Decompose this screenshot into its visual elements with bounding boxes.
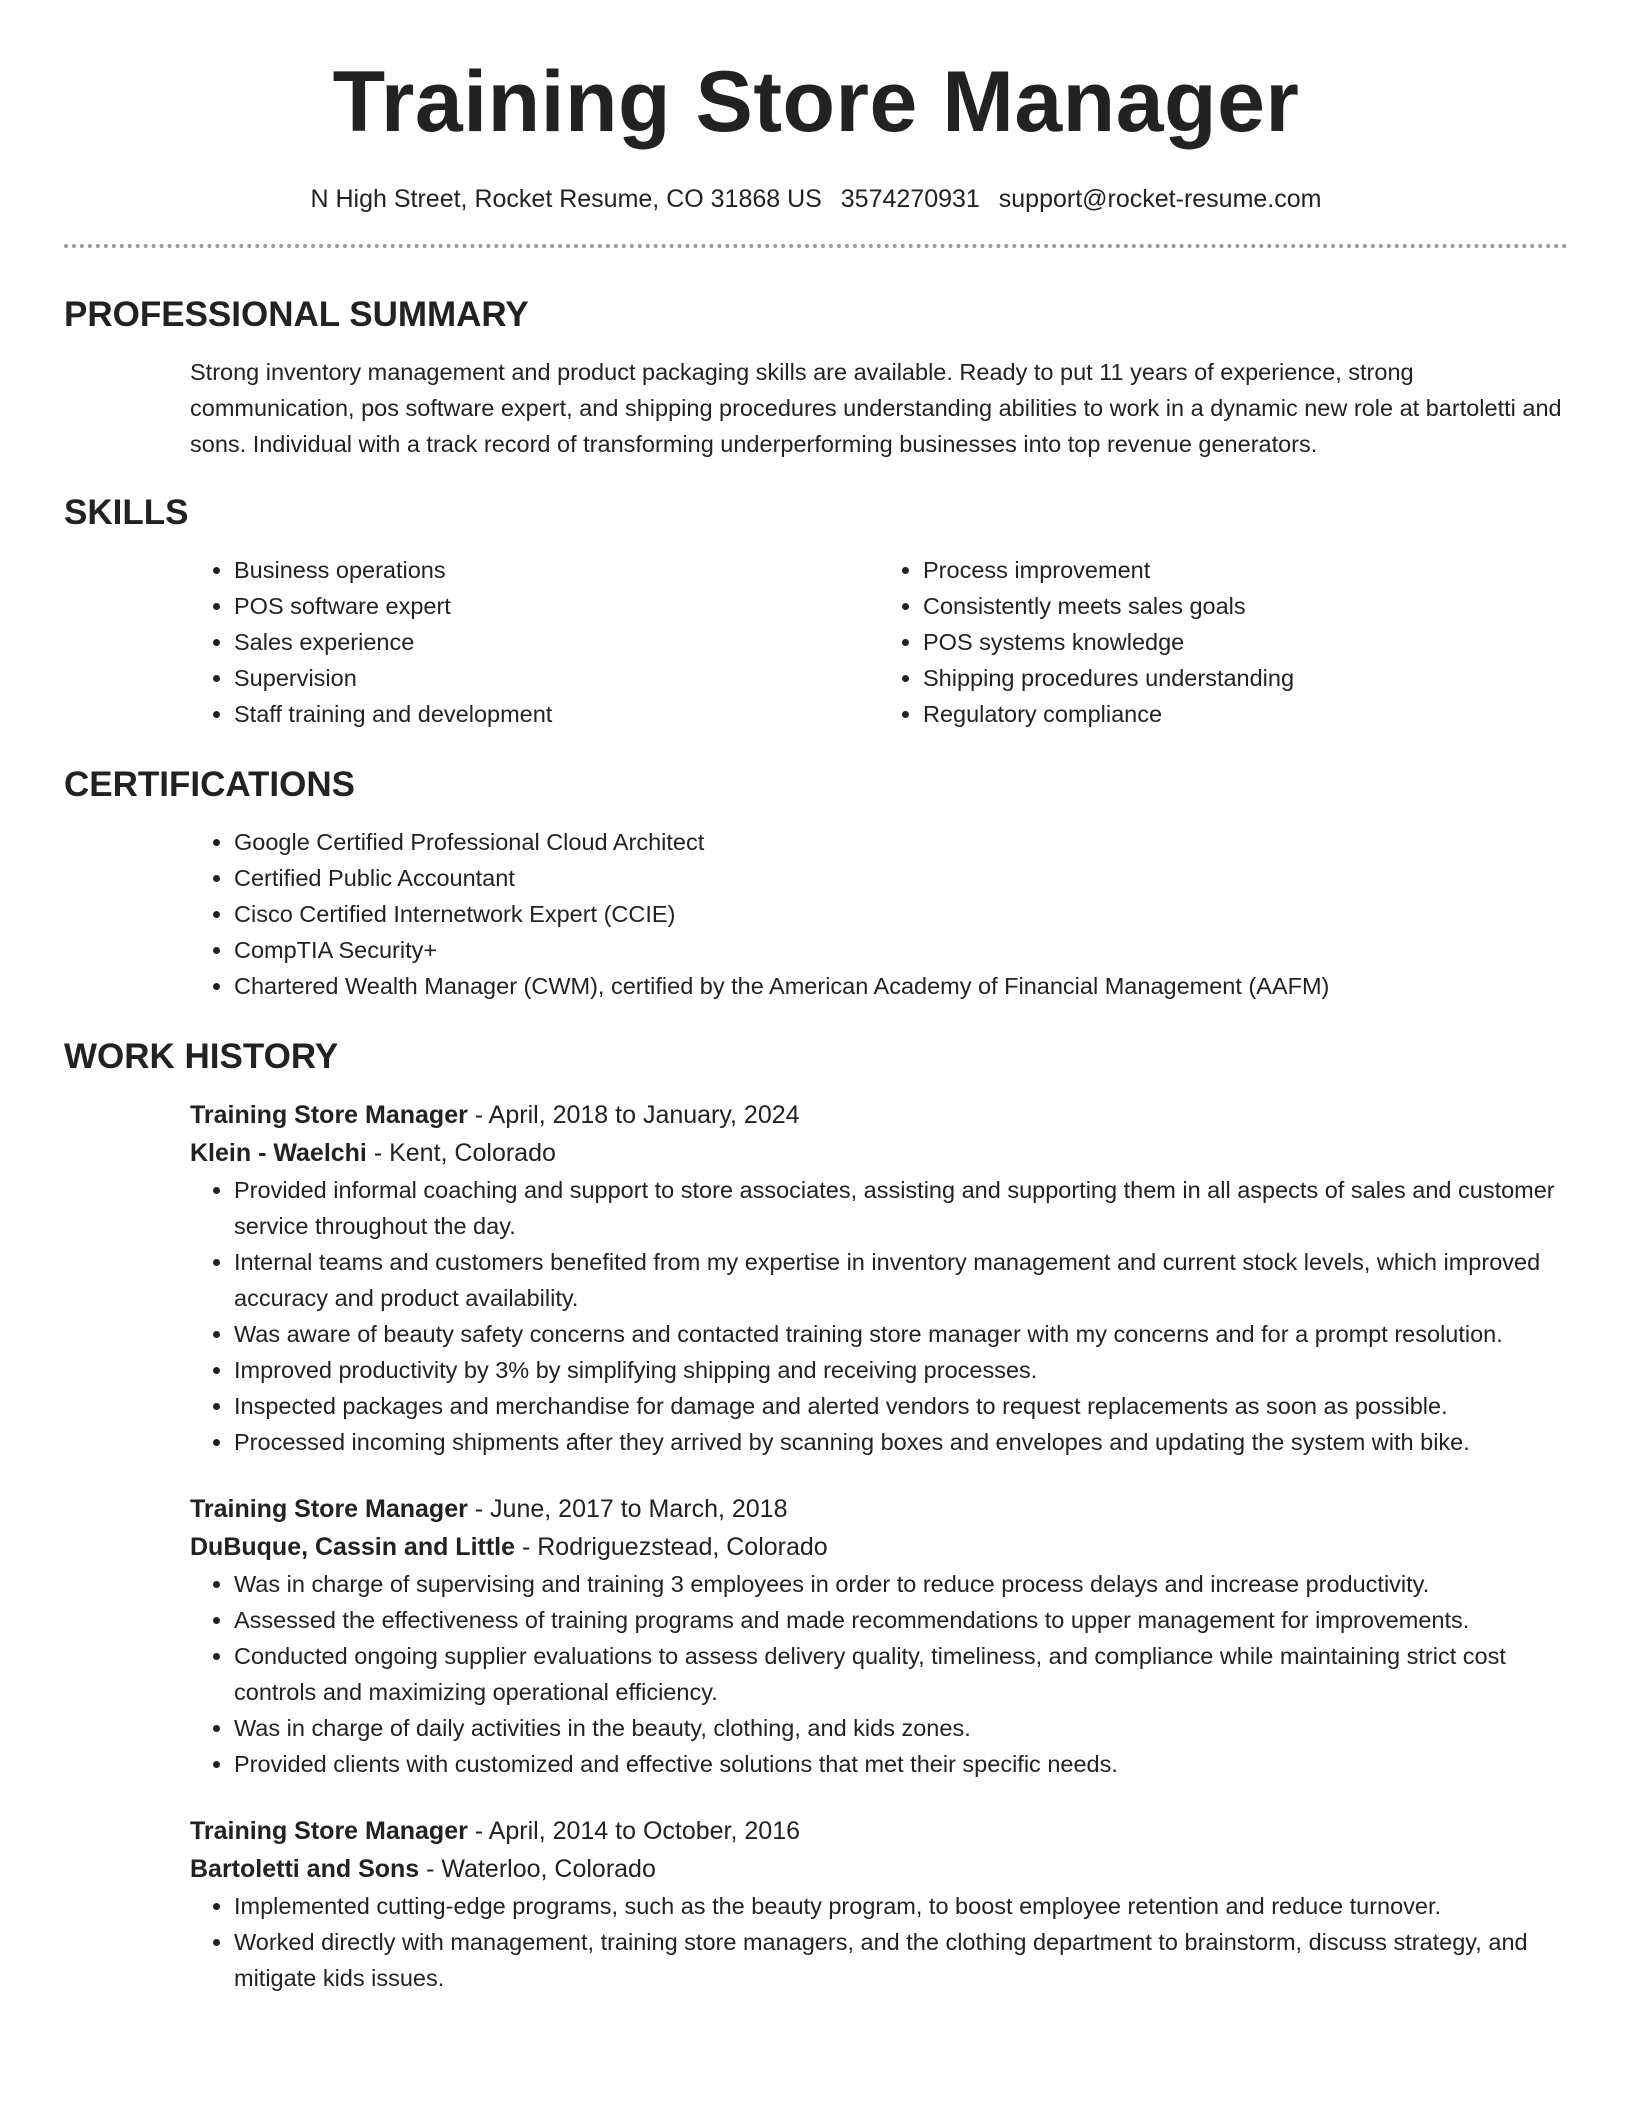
job-company-line bbox=[190, 1528, 1568, 1566]
address: N High Street, Rocket Resume, CO 31868 US bbox=[310, 185, 822, 213]
job-company-line bbox=[190, 1850, 1568, 1888]
work-history-section bbox=[64, 1034, 1568, 1996]
job-title-line bbox=[190, 1812, 1568, 1850]
job-company: DuBuque, Cassin and Little bbox=[190, 1533, 516, 1561]
certifications-list bbox=[190, 824, 1568, 1004]
list-item: • CompTIA Security+ bbox=[234, 932, 1568, 968]
work-history-title: WORK HISTORY bbox=[64, 1037, 339, 1076]
job-entry bbox=[190, 1812, 1568, 1996]
list-item: • Process improvement bbox=[923, 552, 1568, 588]
job-title-line bbox=[190, 1096, 1568, 1134]
job-bullets bbox=[190, 1172, 1568, 1460]
certifications-section bbox=[64, 762, 1568, 1004]
list-item: • Was in charge of daily activities in the beauty, clothing, and kids zones. bbox=[234, 1710, 1568, 1746]
summary-title: PROFESSIONAL SUMMARY bbox=[64, 295, 529, 334]
list-item: • Conducted ongoing supplier evaluations to assess delivery quality, timeliness, and compliance while maintaining strict cost controls and maximizing operational efficiency. bbox=[234, 1638, 1568, 1710]
job-title-line bbox=[190, 1490, 1568, 1528]
skills-title: SKILLS bbox=[64, 493, 189, 532]
job-role: Training Store Manager bbox=[190, 1495, 468, 1523]
job-bullets bbox=[190, 1888, 1568, 1996]
list-item: • Consistently meets sales goals bbox=[923, 588, 1568, 624]
list-item: • Internal teams and customers benefited from my expertise in inventory management and current stock levels, which improved accuracy and product availability. bbox=[234, 1244, 1568, 1316]
job-dates: - April, 2018 to January, 2024 bbox=[467, 1101, 800, 1129]
list-item: • Certified Public Accountant bbox=[234, 860, 1568, 896]
list-item: • Shipping procedures understanding bbox=[923, 660, 1568, 696]
list-item: • Chartered Wealth Manager (CWM), certified by the American Academy of Financial Management (AAFM) bbox=[234, 968, 1568, 1004]
list-item: • POS software expert bbox=[234, 588, 879, 624]
candidate-name: Training Store Manager bbox=[332, 54, 1300, 150]
list-item: • Implemented cutting-edge programs, such as the beauty program, to boost employee retention and reduce turnover. bbox=[234, 1888, 1568, 1924]
list-item: • Worked directly with management, training store managers, and the clothing department to brainstorm, discuss strategy, and mitigate kids issues. bbox=[234, 1924, 1568, 1996]
list-item: • Processed incoming shipments after they arrived by scanning boxes and envelopes and updating the system with bike. bbox=[234, 1424, 1568, 1460]
list-item: • Was aware of beauty safety concerns and contacted training store manager with my concerns and for a prompt resolution. bbox=[234, 1316, 1568, 1352]
header-divider bbox=[64, 244, 1568, 248]
skills-list-right bbox=[879, 552, 1568, 732]
list-item: • Supervision bbox=[234, 660, 879, 696]
job-company: Bartoletti and Sons bbox=[190, 1855, 420, 1883]
job-location: - Rodriguezstead, Colorado bbox=[515, 1533, 828, 1561]
list-item: • Improved productivity by 3% by simplifying shipping and receiving processes. bbox=[234, 1352, 1568, 1388]
resume-header bbox=[64, 0, 1568, 216]
phone: 3574270931 bbox=[840, 185, 980, 213]
list-item: • POS systems knowledge bbox=[923, 624, 1568, 660]
list-item: • Business operations bbox=[234, 552, 879, 588]
job-dates: - April, 2014 to October, 2016 bbox=[467, 1817, 800, 1845]
job-entry bbox=[190, 1096, 1568, 1460]
list-item: • Sales experience bbox=[234, 624, 879, 660]
job-location: - Waterloo, Colorado bbox=[419, 1855, 656, 1883]
summary-text: Strong inventory management and product packaging skills are available. Ready to put 11 years of experience, strong communication, pos software expert, and shipping procedures understanding abilities to work in a dynamic new role at bartoletti and sons. Individual with a track record of transforming underperforming businesses into top revenue generators. bbox=[190, 359, 1562, 457]
list-item: • Cisco Certified Internetwork Expert (CCIE) bbox=[234, 896, 1568, 932]
job-location: - Kent, Colorado bbox=[366, 1139, 556, 1167]
list-item: • Staff training and development bbox=[234, 696, 879, 732]
job-bullets bbox=[190, 1566, 1568, 1782]
job-role: Training Store Manager bbox=[190, 1101, 468, 1129]
email: support@rocket-resume.com bbox=[998, 185, 1322, 213]
list-item: • Inspected packages and merchandise for damage and alerted vendors to request replacements as soon as possible. bbox=[234, 1388, 1568, 1424]
list-item: • Assessed the effectiveness of training programs and made recommendations to upper management for improvements. bbox=[234, 1602, 1568, 1638]
summary-section bbox=[64, 292, 1568, 462]
list-item: • Provided informal coaching and support to store associates, assisting and supporting them in all aspects of sales and customer service throughout the day. bbox=[234, 1172, 1568, 1244]
job-company: Klein - Waelchi bbox=[190, 1139, 367, 1167]
list-item: • Google Certified Professional Cloud Architect bbox=[234, 824, 1568, 860]
contact-line bbox=[64, 182, 1568, 216]
job-role: Training Store Manager bbox=[190, 1817, 468, 1845]
skills-list-left bbox=[190, 552, 879, 732]
job-entry bbox=[190, 1490, 1568, 1782]
list-item: • Regulatory compliance bbox=[923, 696, 1568, 732]
certifications-title: CERTIFICATIONS bbox=[64, 765, 356, 804]
job-dates: - June, 2017 to March, 2018 bbox=[467, 1495, 788, 1523]
list-item: • Provided clients with customized and effective solutions that met their specific needs. bbox=[234, 1746, 1568, 1782]
skills-section bbox=[64, 490, 1568, 732]
job-company-line bbox=[190, 1134, 1568, 1172]
list-item: • Was in charge of supervising and training 3 employees in order to reduce process delays and increase productivity. bbox=[234, 1566, 1568, 1602]
